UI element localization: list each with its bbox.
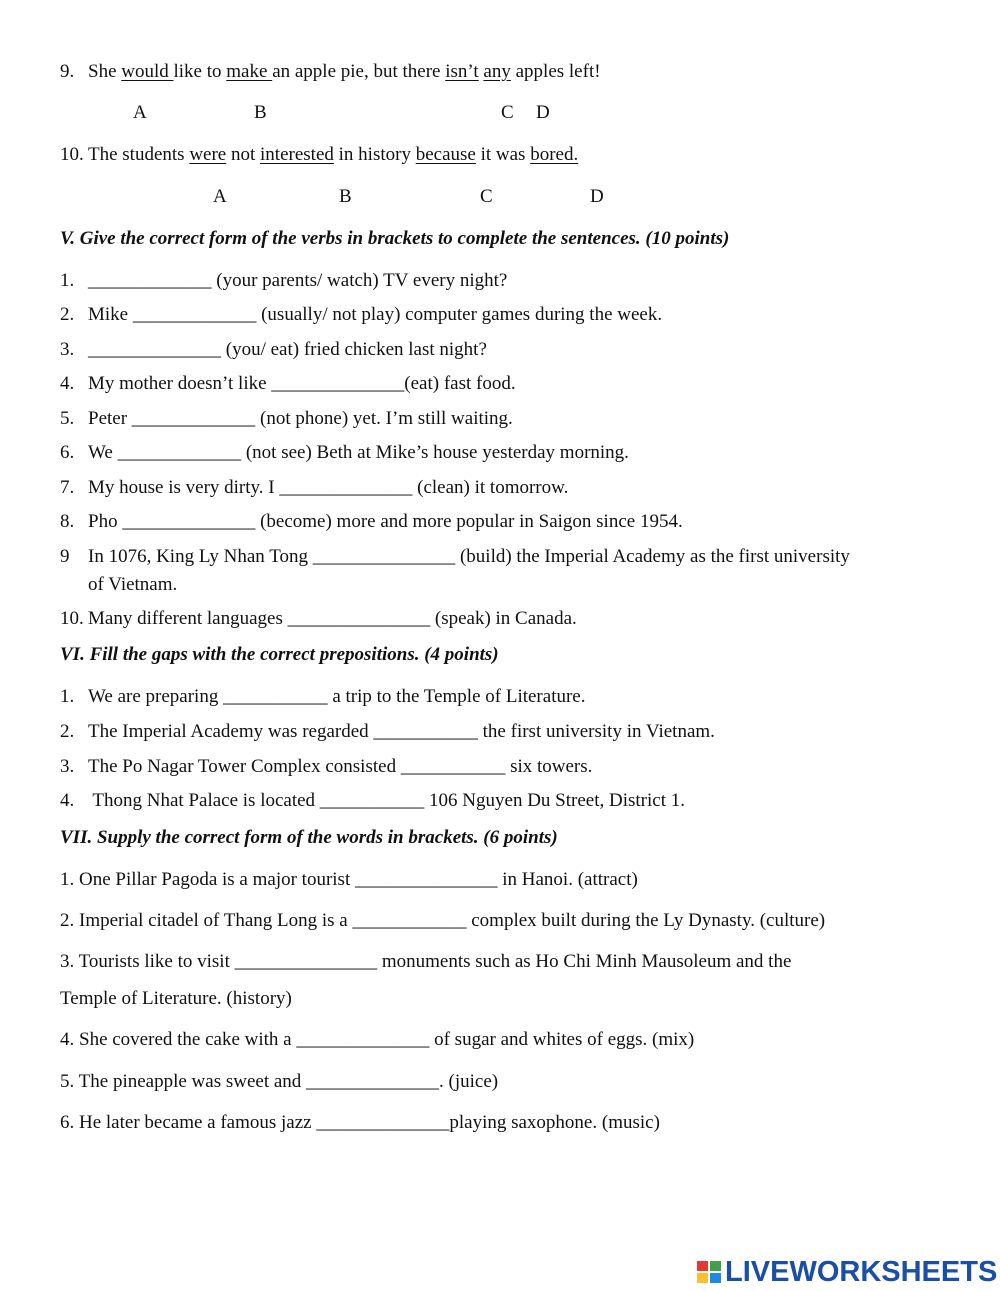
sec5-item-10: 10. Many different languages _______________ (speak) in Canada. (60, 608, 577, 629)
sec5-item-3: 3. ______________ (you/ eat) fried chicken last night? (60, 339, 487, 360)
q10-letter-a: A (213, 186, 227, 207)
logo-square-blue (710, 1273, 721, 1283)
sec7-item-2: 2. Imperial citadel of Thang Long is a ____________ complex built during the Ly Dynasty. (culture) (60, 910, 826, 931)
q9-letter-b: B (254, 102, 267, 123)
q10-letter-c: C (480, 186, 493, 207)
sec6-item-1: 1. We are preparing ___________ a trip to the Temple of Literature. (60, 686, 586, 707)
q9-letter-a: A (133, 102, 147, 123)
sec7-item-1: 1. One Pillar Pagoda is a major tourist _______________ in Hanoi. (attract) (60, 869, 638, 890)
q10-option-b: interested (260, 144, 334, 165)
logo-text: LIVEWORKSHEETS (725, 1255, 998, 1288)
sec5-item-9: 9 In 1076, King Ly Nhan Tong _______________ (build) the Imperial Academy as the first university (60, 546, 850, 567)
q10-sentence: 10. The students were not interested in history because it was bored. (60, 144, 579, 165)
q9-option-b: make (226, 61, 273, 82)
sec5-item-7: 7. My house is very dirty. I ______________ (clean) it tomorrow. (60, 477, 569, 498)
q10-option-d: bored. (530, 144, 579, 165)
q9-option-d: any (483, 61, 511, 82)
logo-square-yellow (697, 1273, 708, 1283)
sec5-item-6: 6. We _____________ (not see) Beth at Mike’s house yesterday morning. (60, 442, 629, 463)
q10-letter-b: B (339, 186, 352, 207)
q9-option-a: would (121, 61, 174, 82)
sec7-item-3: 3. Tourists like to visit _______________ monuments such as Ho Chi Minh Mausoleum and the (60, 951, 792, 972)
sec5-item-8: 8. Pho ______________ (become) more and more popular in Saigon since 1954. (60, 511, 683, 532)
sec5-item-2: 2. Mike _____________ (usually/ not play) computer games during the week. (60, 304, 663, 325)
q10-letter-d: D (590, 186, 604, 207)
sec6-item-3: 3. The Po Nagar Tower Complex consisted ___________ six towers. (60, 756, 593, 777)
sec7-item-5: 5. The pineapple was sweet and ______________. (juice) (60, 1071, 499, 1092)
liveworksheets-logo (697, 1256, 997, 1288)
logo-mark-icon (697, 1261, 721, 1283)
q10-option-a: were (189, 144, 227, 165)
section-5-heading: V. Give the correct form of the verbs in brackets to complete the sentences. (10 points) (60, 228, 730, 249)
sec5-item-9-cont: of Vietnam. (88, 574, 178, 595)
section-7-heading: VII. Supply the correct form of the words in brackets. (6 points) (60, 827, 558, 848)
q10-option-c: because (415, 144, 476, 165)
sec7-item-3-cont: Temple of Literature. (history) (60, 988, 292, 1009)
q9-option-c: isn’t (445, 61, 479, 82)
q9-sentence: 9. She would like to make an apple pie, but there isn’t any apples left! (60, 61, 601, 82)
sec7-item-6: 6. He later became a famous jazz ______________playing saxophone. (music) (60, 1112, 660, 1133)
sec5-item-1: 1. _____________ (your parents/ watch) TV every night? (60, 270, 508, 291)
sec5-item-4: 4. My mother doesn’t like ______________(eat) fast food. (60, 373, 516, 394)
sec6-item-4: 4. Thong Nhat Palace is located ___________ 106 Nguyen Du Street, District 1. (60, 790, 685, 811)
sec6-item-2: 2. The Imperial Academy was regarded ___________ the first university in Vietnam. (60, 721, 715, 742)
q9-letter-c: C (501, 102, 514, 123)
q9-letter-d: D (536, 102, 550, 123)
sec5-item-5: 5. Peter _____________ (not phone) yet. I’m still waiting. (60, 408, 513, 429)
sec7-item-4: 4. She covered the cake with a ______________ of sugar and whites of eggs. (mix) (60, 1029, 695, 1050)
section-6-heading: VI. Fill the gaps with the correct prepositions. (4 points) (60, 644, 499, 665)
logo-square-green (710, 1261, 721, 1271)
logo-square-red (697, 1261, 708, 1271)
